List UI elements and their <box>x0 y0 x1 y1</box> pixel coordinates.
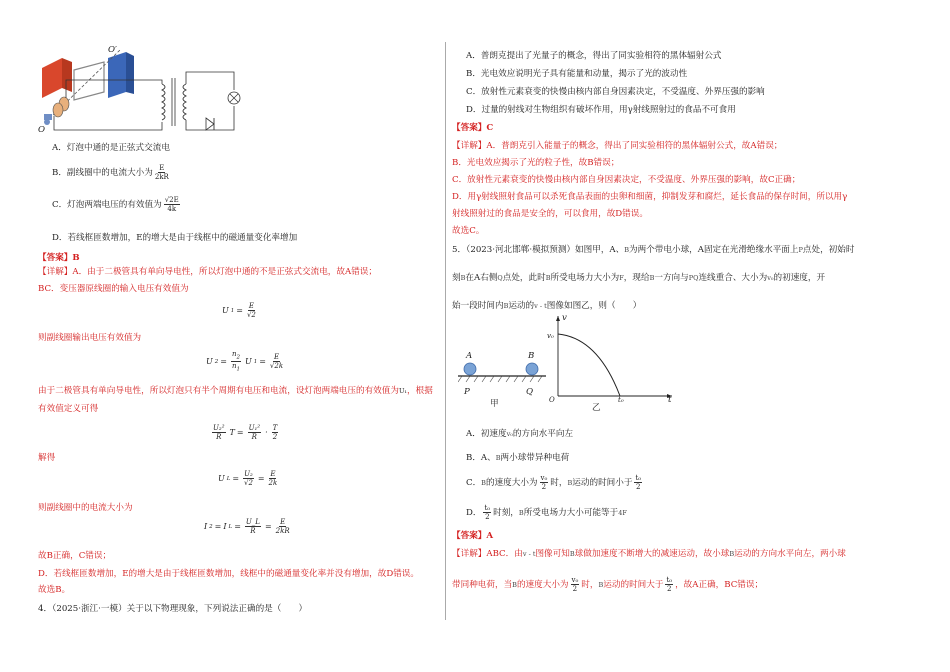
equation-2: U 2 = $\frac{n_2}{n_1}$ U 1 = $\frac{E}{√2k}$ <box>206 350 284 373</box>
column-divider <box>445 42 446 620</box>
q3-option-a: A．灯泡中通的是正弦式交流电 <box>52 143 170 153</box>
equation-1: U 1 = $\frac{E}{√2}$ <box>222 302 256 319</box>
equation-3: $\frac{\text{U₂²}}{R}$ T = $\frac{\text{U₁²}}{R}$ · $\frac{T}{2}$ <box>213 424 278 441</box>
axis-label-t: t <box>668 395 672 405</box>
q3-option-c: C．灯泡两端电压的有效值为 $\frac{√2E}{4k}$ <box>52 196 179 213</box>
q5-option-d: D． $\frac{\text{t₀}}{2}$ 时刻，B所受电场力大小可能等于4F <box>466 504 627 521</box>
q4-detail-1: 【详解】A．普朗克引入能量子的概念，得出了同实验相符的黑体辐射公式，故A错误； <box>452 141 783 151</box>
q5-stem-line-3: 始一段时间内B运动的v - t图像如图乙，则（ ） <box>452 301 642 311</box>
q3-detail-4: 由于二极管具有单向导电性，所以灯泡只有半个周期有电压和电流，设灯泡两端电压的有效值为U₁，根据 <box>38 386 433 396</box>
q3-detail-7: 则副线圈中的电流大小为 <box>38 503 133 513</box>
q3-detail-10: 故选B。 <box>38 585 71 595</box>
q3-detail-8: 故B正确，C错误； <box>38 551 112 561</box>
q4-detail-3: C．放射性元素衰变的快慢由核内部自身因素决定，不受温度、外界压强的影响，故C正确； <box>452 175 801 185</box>
q4-detail-4b: 射线照射过的食品是安全的，可以食用，故D错误。 <box>452 209 648 219</box>
fig-label-jia: 甲 <box>490 399 499 409</box>
label-o: O <box>38 125 46 135</box>
fig-label-a: A <box>466 351 473 361</box>
q4-answer: 【答案】C <box>452 123 494 133</box>
fig-label-q: Q <box>526 387 534 397</box>
q3-detail-5: 有效值定义可得 <box>38 404 99 414</box>
equation-5: I 2 = I L = $\frac{U\_L}{R}$ = $\frac{E}{2kR}$ <box>204 518 290 535</box>
q3-answer: 【答案】B <box>38 253 80 263</box>
q4-option-c: C．放射性元素衰变的快慢由核内部自身因素决定，不受温度、外界压强的影响 <box>466 87 765 97</box>
q4-detail-2: B．光电效应揭示了光的粒子性，故B错误； <box>452 158 620 168</box>
q4-option-b: B．光电效应说明光子具有能量和动量，揭示了光的波动性 <box>466 69 688 79</box>
q3-detail-2: BC．变压器原线圈的输入电压有效值为 <box>38 284 189 294</box>
fig-label-b: B <box>528 351 535 361</box>
origin-label: O <box>549 396 555 404</box>
q5-option-c: C．B的速度大小为 $\frac{\text{v₀}}{2}$ 时，B运动的时间小于 $\frac{\text{t₀}}{2}$ <box>466 474 642 491</box>
fig-label-yi: 乙 <box>592 403 601 413</box>
q4-option-d: D．过量的射线对生物组织有破坏作用，用γ射线照射过的食品不可食用 <box>466 105 736 115</box>
q3-detail-9: D．若线框匝数增加，E的增大是由于线框匝数增加，线框中的磁通量变化率并没有增加，故D错误。 <box>38 569 419 579</box>
axis-label-v: v <box>562 313 567 323</box>
q4-detail-5: 故选C。 <box>452 226 485 236</box>
q4-stem: 4．（2025·浙江·一模）关于以下物理现象，下列说法正确的是（ ） <box>38 604 308 614</box>
q3-detail-6: 解得 <box>38 453 56 463</box>
tick-label-v0: v₀ <box>547 332 554 340</box>
q5-stem-line-1: 5．（2023·河北邯郸·模拟预测）如图甲，A、B为两个带电小球，A固定在光滑绝缘水平面上P点处，初始时 <box>452 245 855 255</box>
q3-option-d: D．若线框匝数增加，E的增大是由于线框中的磁通量变化率增加 <box>52 233 298 243</box>
q5-detail-1: 【详解】ABC．由v - t图像可知B球做加速度不断增大的减速运动，故小球B运动的方向水平向左，两小球 <box>452 549 846 559</box>
figure-yi-vt-graph <box>548 312 678 408</box>
generator-circuit-figure <box>38 44 248 136</box>
figure-jia-balls <box>458 350 558 390</box>
q5-detail-2: 带同种电荷，当B的速度大小为 $\frac{\text{v₀}}{2}$ 时，B运动的时间大于 $\frac{\text{t₀}}{2}$ ，故A正确，BC错误； <box>452 576 764 593</box>
q5-option-a: A．初速度v₀的方向水平向左 <box>466 429 574 439</box>
q3-detail-1: 【详解】A．由于二极管具有单向导电性，所以灯泡中通的不是正弦式交流电，故A错误； <box>38 267 377 277</box>
label-o-prime: O′ <box>108 45 117 55</box>
fig-label-p: P <box>464 387 470 397</box>
q4-detail-4a: D．用γ射线照射食品可以杀死食品表面的虫卵和细菌，抑制发芽和腐烂，延长食品的保存时间，所以用γ <box>452 192 848 202</box>
q4-option-a: A．普朗克提出了光量子的概念，得出了同实验相符的黑体辐射公式 <box>466 51 722 61</box>
q5-answer: 【答案】A <box>452 531 494 541</box>
q3-detail-3: 则副线圈输出电压有效值为 <box>38 333 142 343</box>
equation-4: U L = $\frac{\text{U₂}}{√2}$ = $\frac{E}{2k}$ <box>218 470 278 487</box>
q5-option-b: B．A、B两小球带异种电荷 <box>466 453 570 463</box>
tick-label-t0: t₀ <box>618 396 624 404</box>
q5-stem-line-2: 刻B在A右侧Q点处，此时B所受电场力大小为F，现给B一方向与PQ连线重合、大小为v₀的初速度，开 <box>452 273 826 283</box>
q3-option-b: B．副线圈中的电流大小为 $\frac{E}{2kR}$ <box>52 164 169 181</box>
